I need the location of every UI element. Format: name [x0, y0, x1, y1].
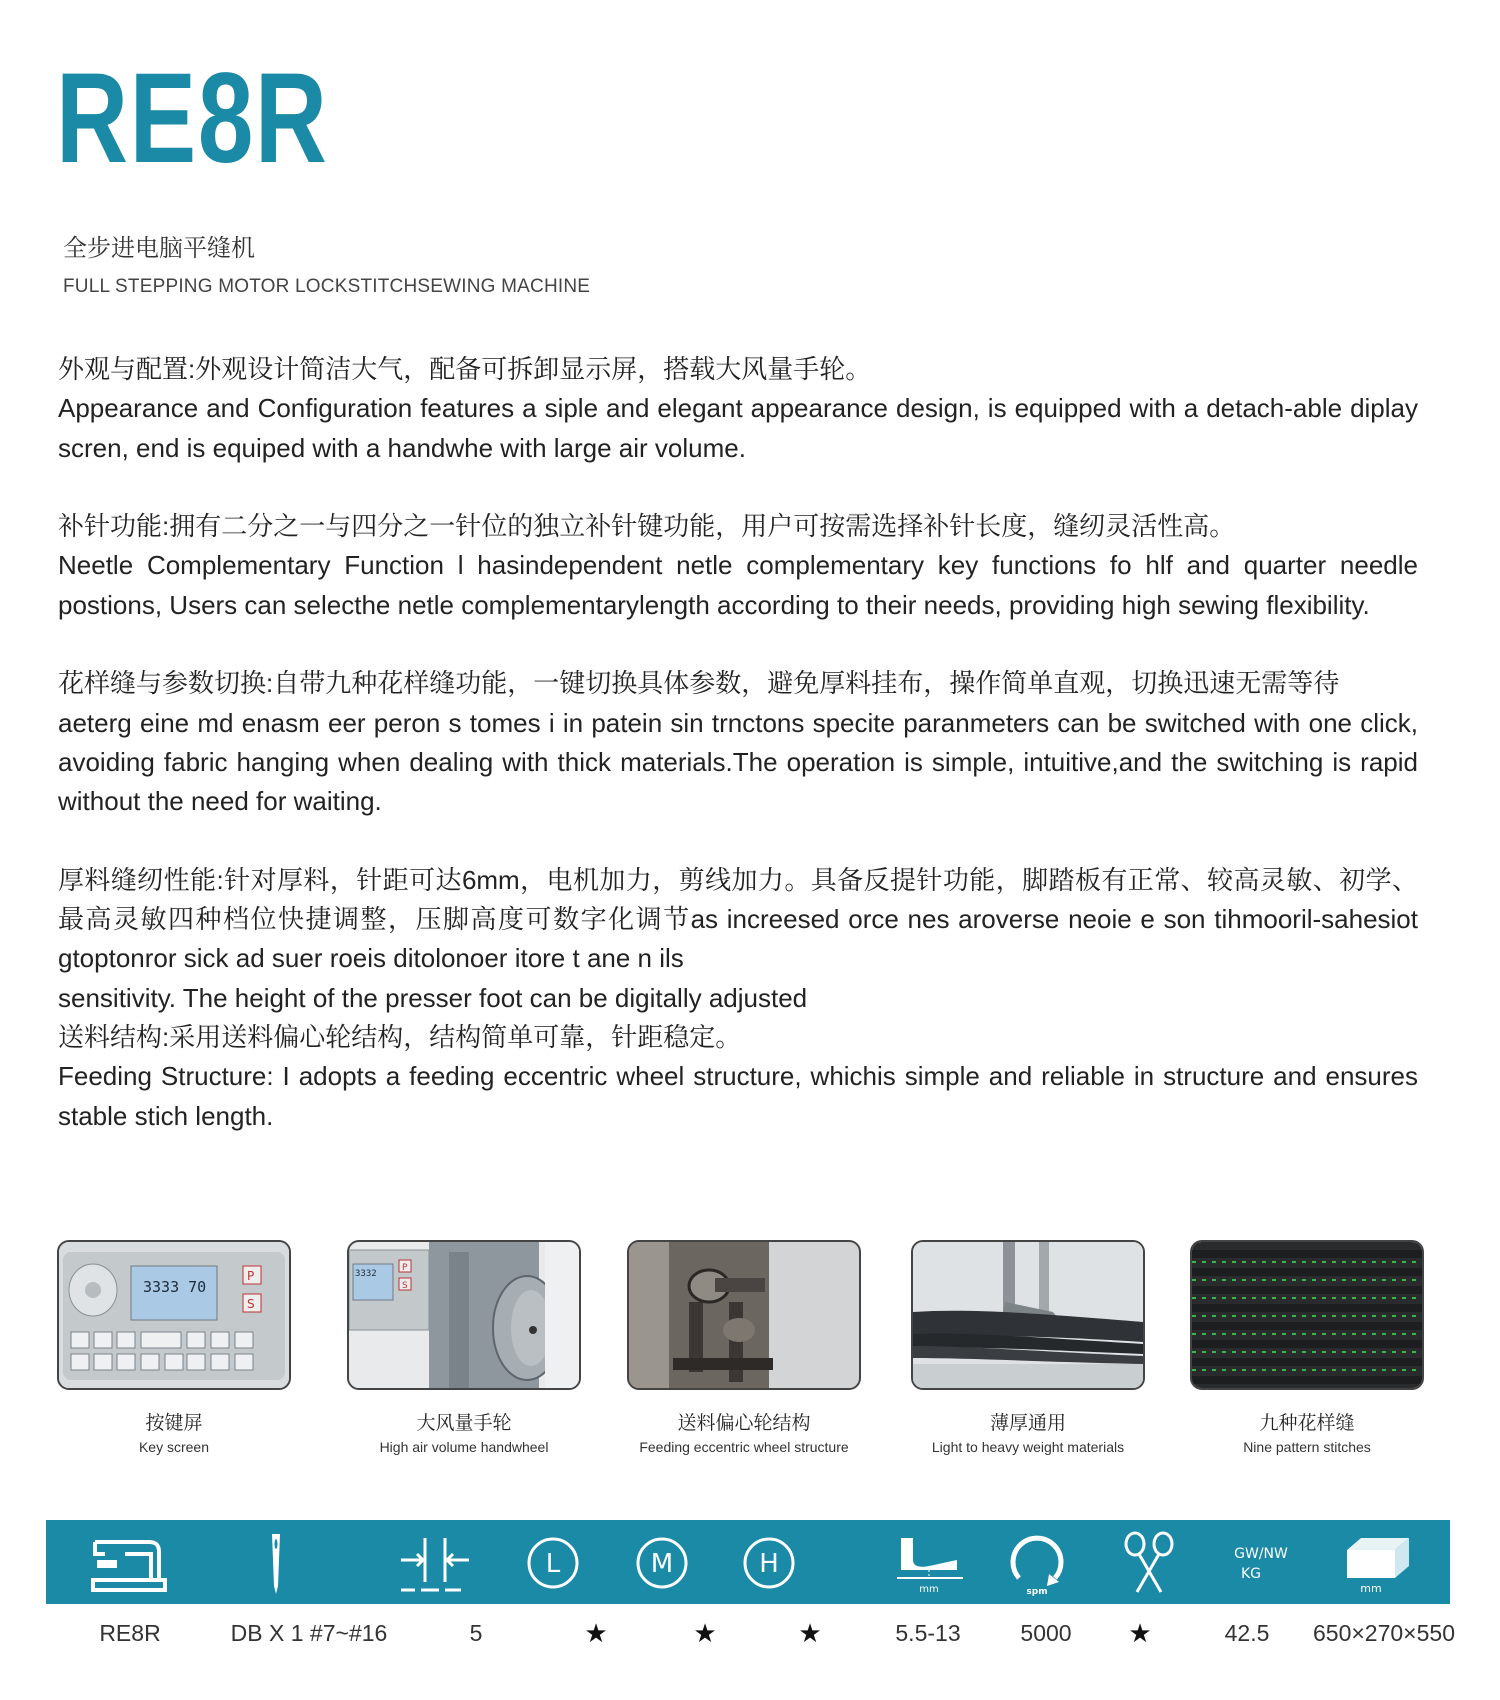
feeding-structure-photo: [627, 1240, 861, 1390]
pattern-caption-cn: 九种花样缝: [1259, 1412, 1355, 1434]
paragraph-gap: [58, 468, 1418, 507]
needle-heading-cn: 补针功能:拥有二分之一与四分之一针位的独立补针键功能，用户可按需选择补针长度，缝纫灵活性高。: [58, 511, 1236, 542]
stitch-length-icon: [395, 1530, 475, 1596]
light-material-label: L: [545, 1549, 561, 1579]
feeding-caption-cn: 送料偏心轮结构: [677, 1412, 811, 1434]
spec-weight: 42.5: [1224, 1620, 1270, 1646]
pattern-text-en: aeterg eine md enasm eer peron s tomes i in patein sin trnctons specite paranmeters can be switched with one click, avoiding fabric hanging when dealing with thick materials.The operation is simple, intuitive,and the switching is rapid without the need for waiting.: [58, 707, 1418, 817]
feature-feeding-structure: [627, 1240, 861, 1455]
weight-icon: [1221, 1530, 1301, 1596]
feeding-caption-en: Feeding eccentric wheel structure: [639, 1439, 849, 1455]
material-caption-en: Light to heavy weight materials: [931, 1439, 1125, 1455]
spec-icon-bar: [46, 1520, 1450, 1604]
thread-trimmer-icon: [1109, 1530, 1189, 1596]
speed-icon: [997, 1530, 1077, 1596]
speed-label: spm: [1026, 1587, 1048, 1596]
presser-foot-label: mm: [919, 1584, 939, 1595]
feature-handwheel: [347, 1240, 581, 1455]
description-body: [58, 350, 1418, 1136]
subtitle-english: FULL STEPPING MOTOR LOCKSTITCHSEWING MACHINE: [63, 276, 591, 297]
feature-pattern-stitches: [1190, 1240, 1424, 1455]
dimensions-icon: [1337, 1530, 1417, 1596]
key-screen-reading: 3333 70: [143, 1278, 207, 1296]
feature-material-range: [911, 1240, 1145, 1455]
appearance-text-en: Appearance and Configuration features a siple and elegant appearance design, is equipped with a detach-able diplay scren, end is equiped with a handwhe with large air volume.: [58, 393, 1418, 463]
heavy-material-icon: [729, 1530, 809, 1596]
spec-dimensions: 650×270×550: [1313, 1620, 1455, 1646]
heavy-material-label: H: [759, 1549, 779, 1579]
thick-material-text-en: sensitivity. The height of the presser foot can be digitally adjusted: [58, 982, 808, 1013]
subtitle-chinese: 全步进电脑平缝机: [63, 234, 255, 262]
key-screen-photo: [57, 1240, 291, 1390]
key-s-label: S: [247, 1297, 255, 1311]
spec-medium-material: ★: [693, 1618, 717, 1648]
handwheel-photo: [347, 1240, 581, 1390]
spec-presser-height: 5.5-13: [895, 1620, 961, 1646]
medium-material-label: M: [650, 1549, 674, 1579]
spec-max-speed: 5000: [1020, 1620, 1072, 1646]
handwheel-screen-reading: 3332: [355, 1269, 377, 1279]
spec-heavy-material: ★: [798, 1618, 822, 1648]
spec-stitch-length: 5: [469, 1620, 483, 1646]
material-range-photo: [911, 1240, 1145, 1390]
spec-light-material: ★: [584, 1618, 608, 1648]
light-material-icon: [513, 1530, 593, 1596]
key-screen-caption-cn: 按键屏: [145, 1412, 203, 1434]
handwheel-caption-cn: 大风量手轮: [416, 1412, 512, 1434]
spec-thread-trimmer: ★: [1128, 1618, 1152, 1648]
handwheel-key-p: P: [402, 1263, 408, 1273]
handwheel-caption-en: High air volume handwheel: [379, 1439, 549, 1455]
paragraph-gap: [58, 625, 1418, 664]
feeding-heading-cn: 送料结构:采用送料偏心轮结构，结构简单可靠，针距稳定。: [58, 1022, 742, 1053]
key-p-label: P: [247, 1269, 255, 1283]
needle-text-en: Neetle Complementary Function l hasindependent netle complementary key functions fo hlf and quarter needle postions, Users can selecthe netle complementarylength according to their needs, providing high sewing flexibility.: [58, 550, 1418, 620]
sewing-machine-icon: [89, 1530, 169, 1596]
appearance-heading-cn: 外观与配置:外观设计简洁大气，配备可拆卸显示屏，搭载大风量手轮。: [58, 354, 872, 384]
paragraph-gap: [58, 822, 1418, 861]
weight-label-top: GW/NW: [1234, 1546, 1288, 1562]
key-screen-caption-en: Key screen: [138, 1439, 210, 1455]
spec-model: RE8R: [99, 1620, 161, 1646]
pattern-caption-en: Nine pattern stitches: [1243, 1439, 1371, 1455]
feature-key-screen: [57, 1240, 291, 1455]
needle-icon: [236, 1530, 316, 1596]
feature-gallery: [0, 1240, 1500, 1460]
spec-needle-system: DB X 1 #7~#16: [230, 1620, 388, 1646]
medium-material-icon: [622, 1530, 702, 1596]
spec-values-row: [0, 1620, 1500, 1660]
dimensions-label: mm: [1360, 1582, 1382, 1595]
thick-material-heading-cn: 厚料缝纫性能:针对厚料，针距可达6mm，电机加力，剪线加力。具备反提针功能，脚踏板有正常、较高灵敏、初学、最高灵敏四种档位快捷调整，压脚高度可数字化调节as increesed orce nes aroverse neoie e son tihmooril-sahesiot gtoptonror sick ad suer roeis ditolonoer itore t ane n ils: [58, 864, 1418, 974]
weight-label-bottom: KG: [1240, 1566, 1262, 1582]
model-title: RE8R: [56, 47, 329, 190]
presser-foot-icon: [889, 1530, 969, 1596]
pattern-stitches-photo: [1190, 1240, 1424, 1390]
pattern-heading-cn: 花样缝与参数切换:自带九种花样缝功能，一键切换具体参数，避免厚料挂布，操作简单直观，切换迅速无需等待: [58, 668, 1340, 699]
material-caption-cn: 薄厚通用: [989, 1412, 1066, 1434]
feeding-text-en: Feeding Structure: I adopts a feeding eccentric wheel structure, whichis simple and reliable in structure and ensures stable stich length.: [58, 1061, 1418, 1131]
handwheel-key-s: S: [402, 1281, 408, 1291]
